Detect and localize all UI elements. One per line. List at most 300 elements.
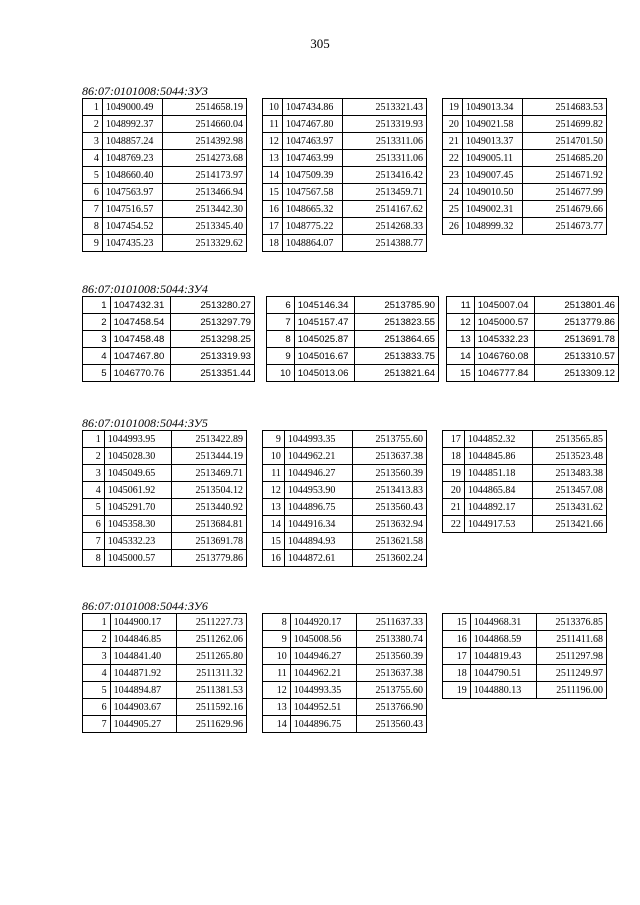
y-coordinate: 2511265.80 xyxy=(177,648,247,665)
table-row xyxy=(263,133,427,150)
y-coordinate: 2513691.78 xyxy=(534,331,618,348)
table-row xyxy=(263,99,427,116)
point-number: 8 xyxy=(263,614,291,631)
y-coordinate: 2511637.33 xyxy=(357,614,427,631)
point-number: 4 xyxy=(83,665,111,682)
table-row xyxy=(447,314,619,331)
coordinate-table xyxy=(442,430,607,533)
point-number: 9 xyxy=(263,631,291,648)
y-coordinate: 2513380.74 xyxy=(357,631,427,648)
table-row xyxy=(267,297,439,314)
table-row xyxy=(83,533,247,550)
x-coordinate: 1047434.86 xyxy=(282,99,342,116)
point-number: 14 xyxy=(447,348,475,365)
y-coordinate: 2513351.44 xyxy=(170,365,254,382)
point-number: 21 xyxy=(443,499,465,516)
x-coordinate: 1044845.86 xyxy=(464,448,532,465)
x-coordinate: 1047567.58 xyxy=(282,184,342,201)
x-coordinate: 1046760.08 xyxy=(474,348,534,365)
table-row xyxy=(83,550,247,567)
y-coordinate: 2513637.38 xyxy=(352,448,427,465)
y-coordinate: 2514683.53 xyxy=(522,99,606,116)
x-coordinate: 1045000.57 xyxy=(104,550,172,567)
y-coordinate: 2514388.77 xyxy=(342,235,426,252)
point-number: 2 xyxy=(83,631,111,648)
x-coordinate: 1044894.87 xyxy=(110,682,177,699)
x-coordinate: 1044871.92 xyxy=(110,665,177,682)
table-row xyxy=(443,99,607,116)
y-coordinate: 2513565.85 xyxy=(532,431,607,448)
x-coordinate: 1045146.34 xyxy=(294,297,354,314)
point-number: 18 xyxy=(263,235,283,252)
x-coordinate: 1045007.04 xyxy=(474,297,534,314)
coordinate-table xyxy=(262,613,427,733)
point-number: 2 xyxy=(83,116,103,133)
table-row xyxy=(83,682,247,699)
y-coordinate: 2513621.58 xyxy=(352,533,427,550)
y-coordinate: 2511311.32 xyxy=(177,665,247,682)
y-coordinate: 2511629.96 xyxy=(177,716,247,733)
y-coordinate: 2513421.66 xyxy=(532,516,607,533)
x-coordinate: 1045332.23 xyxy=(104,533,172,550)
point-number: 21 xyxy=(443,133,463,150)
point-number: 9 xyxy=(83,235,103,252)
point-number: 11 xyxy=(263,665,291,682)
x-coordinate: 1047458.54 xyxy=(110,314,170,331)
x-coordinate: 1048775.22 xyxy=(282,218,342,235)
x-coordinate: 1048864.07 xyxy=(282,235,342,252)
y-coordinate: 2513311.06 xyxy=(342,133,426,150)
x-coordinate: 1044920.17 xyxy=(290,614,357,631)
y-coordinate: 2513823.55 xyxy=(354,314,438,331)
table-row xyxy=(447,348,619,365)
y-coordinate: 2514673.77 xyxy=(522,218,606,235)
y-coordinate: 2513457.08 xyxy=(532,482,607,499)
point-number: 9 xyxy=(267,348,295,365)
y-coordinate: 2514660.04 xyxy=(162,116,246,133)
y-coordinate: 2513560.43 xyxy=(357,716,427,733)
table-row xyxy=(443,184,607,201)
point-number: 6 xyxy=(83,699,111,716)
table-row xyxy=(263,201,427,218)
section-title: 86:07:0101008:5044:ЗУ4 xyxy=(82,282,208,296)
y-coordinate: 2513319.93 xyxy=(170,348,254,365)
y-coordinate: 2513632.94 xyxy=(352,516,427,533)
y-coordinate: 2513560.39 xyxy=(357,648,427,665)
x-coordinate: 1045061.92 xyxy=(104,482,172,499)
x-coordinate: 1047463.99 xyxy=(282,150,342,167)
x-coordinate: 1047516.57 xyxy=(102,201,162,218)
table-row xyxy=(83,465,247,482)
coordinate-table xyxy=(82,613,247,733)
page-number: 305 xyxy=(310,36,330,51)
point-number: 10 xyxy=(263,648,291,665)
x-coordinate: 1049007.45 xyxy=(462,167,522,184)
point-number: 16 xyxy=(263,550,285,567)
x-coordinate: 1044916.34 xyxy=(284,516,352,533)
y-coordinate: 2514679.66 xyxy=(522,201,606,218)
y-coordinate: 2511262.06 xyxy=(177,631,247,648)
table-row xyxy=(443,448,607,465)
y-coordinate: 2511227.73 xyxy=(177,614,247,631)
coordinate-table xyxy=(266,296,439,382)
point-number: 1 xyxy=(83,297,111,314)
section-zu5 xyxy=(82,416,603,564)
table-row xyxy=(263,550,427,567)
table-row xyxy=(443,431,607,448)
table-row xyxy=(83,314,255,331)
table-row xyxy=(83,184,247,201)
table-row xyxy=(267,314,439,331)
table-row xyxy=(83,631,247,648)
table-row xyxy=(263,116,427,133)
x-coordinate: 1047467.80 xyxy=(282,116,342,133)
table-row xyxy=(443,150,607,167)
point-number: 6 xyxy=(83,184,103,201)
point-number: 15 xyxy=(263,184,283,201)
y-coordinate: 2511381.53 xyxy=(177,682,247,699)
table-row xyxy=(83,348,255,365)
point-number: 25 xyxy=(443,201,463,218)
point-number: 2 xyxy=(83,448,105,465)
point-number: 14 xyxy=(263,716,291,733)
x-coordinate: 1044872.61 xyxy=(284,550,352,567)
table-row xyxy=(267,365,439,382)
point-number: 5 xyxy=(83,499,105,516)
point-number: 5 xyxy=(83,365,111,382)
table-row xyxy=(447,297,619,314)
x-coordinate: 1044905.27 xyxy=(110,716,177,733)
coordinate-table xyxy=(442,98,607,235)
y-coordinate: 2513504.12 xyxy=(172,482,247,499)
point-number: 13 xyxy=(263,150,283,167)
x-coordinate: 1044819.43 xyxy=(470,648,537,665)
x-coordinate: 1045157.47 xyxy=(294,314,354,331)
y-coordinate: 2513319.93 xyxy=(342,116,426,133)
y-coordinate: 2514273.68 xyxy=(162,150,246,167)
x-coordinate: 1044868.59 xyxy=(470,631,537,648)
x-coordinate: 1049002.31 xyxy=(462,201,522,218)
x-coordinate: 1044894.93 xyxy=(284,533,352,550)
section-title: 86:07:0101008:5044:ЗУ3 xyxy=(82,84,208,98)
point-number: 2 xyxy=(83,314,111,331)
y-coordinate: 2513833.75 xyxy=(354,348,438,365)
x-coordinate: 1044851.18 xyxy=(464,465,532,482)
table-row xyxy=(263,648,427,665)
point-number: 13 xyxy=(263,499,285,516)
section-zu3 xyxy=(82,84,603,249)
y-coordinate: 2513483.38 xyxy=(532,465,607,482)
point-number: 4 xyxy=(83,150,103,167)
point-number: 6 xyxy=(83,516,105,533)
x-coordinate: 1049010.50 xyxy=(462,184,522,201)
y-coordinate: 2513560.39 xyxy=(352,465,427,482)
point-number: 12 xyxy=(263,133,283,150)
point-number: 14 xyxy=(263,167,283,184)
x-coordinate: 1049021.58 xyxy=(462,116,522,133)
section-title: 86:07:0101008:5044:ЗУ5 xyxy=(82,416,208,430)
y-coordinate: 2513779.86 xyxy=(534,314,618,331)
y-coordinate: 2511411.68 xyxy=(537,631,607,648)
point-number: 7 xyxy=(83,716,111,733)
table-row xyxy=(443,482,607,499)
y-coordinate: 2513755.60 xyxy=(357,682,427,699)
y-coordinate: 2513321.43 xyxy=(342,99,426,116)
point-number: 15 xyxy=(447,365,475,382)
table-row xyxy=(83,516,247,533)
table-row xyxy=(83,648,247,665)
x-coordinate: 1044993.95 xyxy=(104,431,172,448)
coordinate-table xyxy=(262,98,427,252)
table-row xyxy=(83,116,247,133)
y-coordinate: 2513413.83 xyxy=(352,482,427,499)
table-row xyxy=(443,201,607,218)
point-number: 14 xyxy=(263,516,285,533)
x-coordinate: 1044900.17 xyxy=(110,614,177,631)
table-row xyxy=(83,365,255,382)
coordinate-table xyxy=(442,613,607,699)
y-coordinate: 2513602.24 xyxy=(352,550,427,567)
x-coordinate: 1044892.17 xyxy=(464,499,532,516)
y-coordinate: 2514701.50 xyxy=(522,133,606,150)
y-coordinate: 2513766.90 xyxy=(357,699,427,716)
y-coordinate: 2511249.97 xyxy=(537,665,607,682)
y-coordinate: 2513280.27 xyxy=(170,297,254,314)
table-row xyxy=(263,150,427,167)
x-coordinate: 1048999.32 xyxy=(462,218,522,235)
x-coordinate: 1044903.67 xyxy=(110,699,177,716)
table-row xyxy=(83,482,247,499)
point-number: 18 xyxy=(443,665,471,682)
x-coordinate: 1045028.30 xyxy=(104,448,172,465)
x-coordinate: 1044880.13 xyxy=(470,682,537,699)
y-coordinate: 2511196.00 xyxy=(537,682,607,699)
point-number: 5 xyxy=(83,682,111,699)
y-coordinate: 2513444.19 xyxy=(172,448,247,465)
y-coordinate: 2513440.92 xyxy=(172,499,247,516)
y-coordinate: 2514685.20 xyxy=(522,150,606,167)
section-zu4 xyxy=(82,282,615,379)
x-coordinate: 1045291.70 xyxy=(104,499,172,516)
coordinate-table xyxy=(82,98,247,252)
point-number: 17 xyxy=(263,218,283,235)
y-coordinate: 2513691.78 xyxy=(172,533,247,550)
x-coordinate: 1044896.75 xyxy=(284,499,352,516)
x-coordinate: 1047467.80 xyxy=(110,348,170,365)
y-coordinate: 2513311.06 xyxy=(342,150,426,167)
y-coordinate: 2513864.65 xyxy=(354,331,438,348)
y-coordinate: 2513345.40 xyxy=(162,218,246,235)
point-number: 19 xyxy=(443,465,465,482)
table-row xyxy=(443,499,607,516)
point-number: 7 xyxy=(83,533,105,550)
point-number: 11 xyxy=(447,297,475,314)
x-coordinate: 1047435.23 xyxy=(102,235,162,252)
table-row xyxy=(83,331,255,348)
x-coordinate: 1044993.35 xyxy=(284,431,352,448)
point-number: 12 xyxy=(263,682,291,699)
x-coordinate: 1044917.53 xyxy=(464,516,532,533)
y-coordinate: 2513779.86 xyxy=(172,550,247,567)
x-coordinate: 1047463.97 xyxy=(282,133,342,150)
point-number: 3 xyxy=(83,465,105,482)
x-coordinate: 1045332.23 xyxy=(474,331,534,348)
x-coordinate: 1047563.97 xyxy=(102,184,162,201)
table-row xyxy=(443,133,607,150)
x-coordinate: 1048992.37 xyxy=(102,116,162,133)
point-number: 7 xyxy=(83,201,103,218)
y-coordinate: 2514677.99 xyxy=(522,184,606,201)
point-number: 1 xyxy=(83,99,103,116)
table-row xyxy=(443,218,607,235)
y-coordinate: 2513298.25 xyxy=(170,331,254,348)
table-row xyxy=(263,482,427,499)
y-coordinate: 2514699.82 xyxy=(522,116,606,133)
x-coordinate: 1048660.40 xyxy=(102,167,162,184)
table-row xyxy=(263,218,427,235)
y-coordinate: 2513376.85 xyxy=(537,614,607,631)
table-row xyxy=(83,448,247,465)
table-row xyxy=(83,150,247,167)
point-number: 12 xyxy=(263,482,285,499)
x-coordinate: 1049005.11 xyxy=(462,150,522,167)
table-row xyxy=(263,665,427,682)
table-row xyxy=(83,235,247,252)
table-row xyxy=(263,699,427,716)
table-row xyxy=(263,431,427,448)
point-number: 12 xyxy=(447,314,475,331)
table-row xyxy=(447,331,619,348)
table-row xyxy=(443,465,607,482)
table-row xyxy=(263,465,427,482)
table-row xyxy=(263,499,427,516)
x-coordinate: 1044790.51 xyxy=(470,665,537,682)
point-number: 8 xyxy=(83,218,103,235)
x-coordinate: 1044846.85 xyxy=(110,631,177,648)
table-row xyxy=(443,516,607,533)
x-coordinate: 1045358.30 xyxy=(104,516,172,533)
table-row xyxy=(267,331,439,348)
x-coordinate: 1044896.75 xyxy=(290,716,357,733)
point-number: 15 xyxy=(263,533,285,550)
coordinate-table xyxy=(262,430,427,567)
table-row xyxy=(267,348,439,365)
table-row xyxy=(83,665,247,682)
table-row xyxy=(83,167,247,184)
point-number: 26 xyxy=(443,218,463,235)
point-number: 4 xyxy=(83,482,105,499)
x-coordinate: 1044953.90 xyxy=(284,482,352,499)
table-row xyxy=(263,448,427,465)
table-row xyxy=(443,682,607,699)
y-coordinate: 2511297.98 xyxy=(537,648,607,665)
table-row xyxy=(83,716,247,733)
x-coordinate: 1049000.49 xyxy=(102,99,162,116)
x-coordinate: 1049013.37 xyxy=(462,133,522,150)
point-number: 19 xyxy=(443,682,471,699)
y-coordinate: 2513329.62 xyxy=(162,235,246,252)
y-coordinate: 2514671.92 xyxy=(522,167,606,184)
x-coordinate: 1046777.84 xyxy=(474,365,534,382)
point-number: 15 xyxy=(443,614,471,631)
table-row xyxy=(263,682,427,699)
y-coordinate: 2513459.71 xyxy=(342,184,426,201)
y-coordinate: 2513422.89 xyxy=(172,431,247,448)
section-title: 86:07:0101008:5044:ЗУ6 xyxy=(82,599,208,613)
point-number: 10 xyxy=(263,448,285,465)
y-coordinate: 2513755.60 xyxy=(352,431,427,448)
point-number: 10 xyxy=(263,99,283,116)
table-row xyxy=(263,235,427,252)
y-coordinate: 2514658.19 xyxy=(162,99,246,116)
y-coordinate: 2513684.81 xyxy=(172,516,247,533)
point-number: 3 xyxy=(83,133,103,150)
table-row xyxy=(83,201,247,218)
y-coordinate: 2513431.62 xyxy=(532,499,607,516)
x-coordinate: 1048665.32 xyxy=(282,201,342,218)
y-coordinate: 2513442.30 xyxy=(162,201,246,218)
point-number: 10 xyxy=(267,365,295,382)
y-coordinate: 2511592.16 xyxy=(177,699,247,716)
table-row xyxy=(443,665,607,682)
y-coordinate: 2514173.97 xyxy=(162,167,246,184)
x-coordinate: 1045049.65 xyxy=(104,465,172,482)
x-coordinate: 1045013.06 xyxy=(294,365,354,382)
point-number: 1 xyxy=(83,431,105,448)
y-coordinate: 2514167.62 xyxy=(342,201,426,218)
x-coordinate: 1045000.57 xyxy=(474,314,534,331)
table-row xyxy=(263,614,427,631)
point-number: 5 xyxy=(83,167,103,184)
point-number: 16 xyxy=(263,201,283,218)
point-number: 8 xyxy=(83,550,105,567)
point-number: 20 xyxy=(443,116,463,133)
y-coordinate: 2513637.38 xyxy=(357,665,427,682)
point-number: 17 xyxy=(443,431,465,448)
table-row xyxy=(443,116,607,133)
point-number: 16 xyxy=(443,631,471,648)
table-row xyxy=(83,218,247,235)
x-coordinate: 1048769.23 xyxy=(102,150,162,167)
table-row xyxy=(443,631,607,648)
y-coordinate: 2513416.42 xyxy=(342,167,426,184)
table-row xyxy=(263,167,427,184)
x-coordinate: 1045025.87 xyxy=(294,331,354,348)
y-coordinate: 2513310.57 xyxy=(534,348,618,365)
x-coordinate: 1044865.84 xyxy=(464,482,532,499)
point-number: 9 xyxy=(263,431,285,448)
table-row xyxy=(83,699,247,716)
y-coordinate: 2514392.98 xyxy=(162,133,246,150)
point-number: 8 xyxy=(267,331,295,348)
x-coordinate: 1045016.67 xyxy=(294,348,354,365)
point-number: 20 xyxy=(443,482,465,499)
x-coordinate: 1047509.39 xyxy=(282,167,342,184)
x-coordinate: 1044962.21 xyxy=(284,448,352,465)
x-coordinate: 1047454.52 xyxy=(102,218,162,235)
y-coordinate: 2513523.48 xyxy=(532,448,607,465)
point-number: 23 xyxy=(443,167,463,184)
point-number: 13 xyxy=(263,699,291,716)
table-row xyxy=(443,167,607,184)
coordinate-table xyxy=(82,296,255,382)
point-number: 18 xyxy=(443,448,465,465)
point-number: 11 xyxy=(263,116,283,133)
point-number: 6 xyxy=(267,297,295,314)
coordinate-table xyxy=(82,430,247,567)
coordinate-table xyxy=(446,296,619,382)
x-coordinate: 1047458.48 xyxy=(110,331,170,348)
